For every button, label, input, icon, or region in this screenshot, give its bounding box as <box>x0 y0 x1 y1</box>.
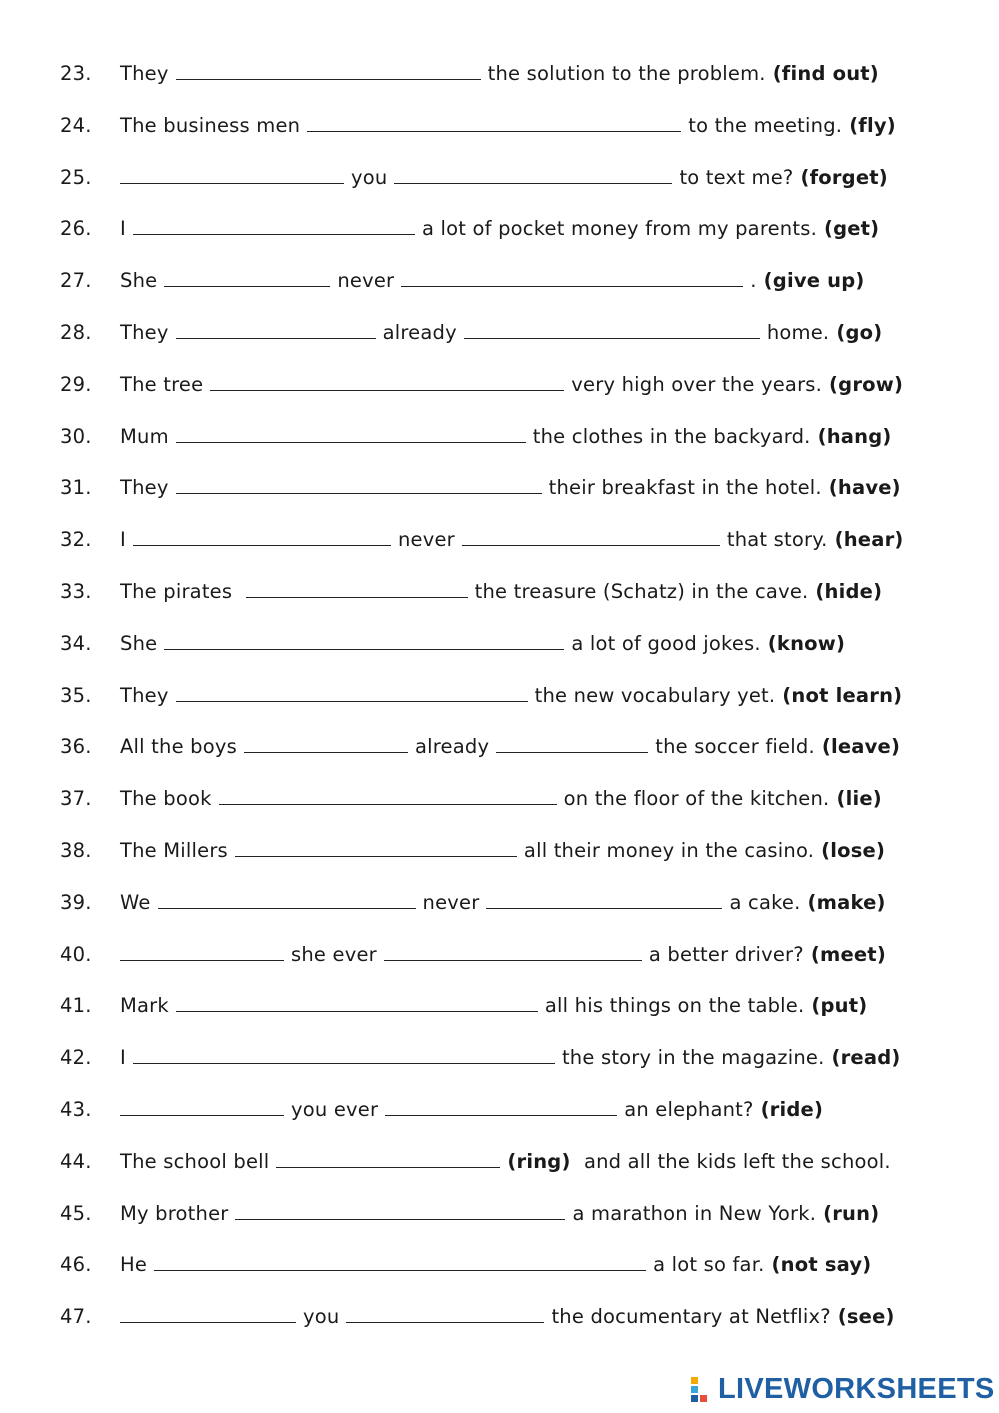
verb-hint: (run) <box>823 1201 880 1225</box>
verb-hint: (leave) <box>821 734 901 758</box>
exercise-item <box>60 1146 891 1176</box>
answer-blank[interactable] <box>235 1219 565 1220</box>
answer-blank[interactable] <box>394 183 672 184</box>
exercise-item <box>60 1042 900 1072</box>
answer-blank[interactable] <box>385 1115 617 1116</box>
verb-hint: (give up) <box>763 268 865 292</box>
item-number: 36. <box>60 734 92 758</box>
answer-blank[interactable] <box>176 701 528 702</box>
sentence-text: They <box>120 320 169 344</box>
sentence-text: the story in the magazine. <box>561 1045 825 1069</box>
exercise-item <box>60 887 886 917</box>
verb-hint: (ride) <box>760 1097 824 1121</box>
sentence-text: He <box>120 1252 148 1276</box>
exercise-item <box>60 990 867 1020</box>
verb-hint: (lie) <box>836 786 882 810</box>
sentence-text: They <box>120 475 169 499</box>
verb-hint: (find out) <box>772 61 879 85</box>
sentence-text: They <box>120 683 169 707</box>
item-number: 25. <box>60 165 92 189</box>
verb-hint: (make) <box>807 890 886 914</box>
answer-blank[interactable] <box>133 545 391 546</box>
item-sentence <box>120 576 882 606</box>
answer-blank[interactable] <box>154 1270 646 1271</box>
verb-hint: (read) <box>831 1045 901 1069</box>
exercise-item <box>60 1249 871 1279</box>
exercise-item <box>60 1301 895 1331</box>
item-sentence <box>120 110 896 140</box>
item-sentence <box>120 731 900 761</box>
sentence-text: never <box>422 890 480 914</box>
answer-blank[interactable] <box>176 79 481 80</box>
exercise-item <box>60 110 896 140</box>
sentence-text: very high over the years. <box>571 372 823 396</box>
answer-blank[interactable] <box>235 856 517 857</box>
sentence-text: the documentary at Netflix? <box>551 1304 831 1328</box>
answer-blank[interactable] <box>384 960 642 961</box>
exercise-item <box>60 369 903 399</box>
sentence-text: all their money in the casino. <box>523 838 815 862</box>
item-number: 29. <box>60 372 92 396</box>
sentence-text: the solution to the problem. <box>487 61 766 85</box>
item-sentence <box>120 213 879 243</box>
exercise-item <box>60 680 902 710</box>
item-sentence <box>120 1042 900 1072</box>
item-number: 30. <box>60 424 92 448</box>
item-sentence <box>120 472 901 502</box>
sentence-text: you <box>303 1304 340 1328</box>
item-number: 33. <box>60 579 92 603</box>
verb-hint: (grow) <box>829 372 904 396</box>
answer-blank[interactable] <box>164 649 564 650</box>
sentence-text: The pirates <box>120 579 239 603</box>
sentence-text: their breakfast in the hotel. <box>548 475 822 499</box>
answer-blank[interactable] <box>120 1115 284 1116</box>
brand-name: LIVEWORKSHEETS <box>718 1372 995 1405</box>
item-number: 39. <box>60 890 92 914</box>
sentence-text: She <box>120 631 158 655</box>
item-sentence <box>120 835 885 865</box>
answer-blank[interactable] <box>486 908 722 909</box>
sentence-text: The business men <box>120 113 301 137</box>
item-number: 44. <box>60 1149 92 1173</box>
exercise-item <box>60 783 882 813</box>
item-sentence <box>120 990 867 1020</box>
item-sentence <box>120 887 886 917</box>
exercise-item <box>60 835 885 865</box>
answer-blank[interactable] <box>307 131 681 132</box>
answer-blank[interactable] <box>210 390 564 391</box>
verb-hint: (forget) <box>800 165 888 189</box>
answer-blank[interactable] <box>120 1322 296 1323</box>
sentence-text: the soccer field. <box>655 734 815 758</box>
answer-blank[interactable] <box>246 597 468 598</box>
sentence-text: an elephant? <box>624 1097 754 1121</box>
answer-blank[interactable] <box>462 545 720 546</box>
item-sentence <box>120 265 865 295</box>
verb-hint: (get) <box>823 216 880 240</box>
exercise-item <box>60 576 882 606</box>
exercise-item <box>60 58 879 88</box>
verb-hint: (hear) <box>834 527 904 551</box>
sentence-text: a lot of pocket money from my parents. <box>421 216 817 240</box>
exercise-item <box>60 628 845 658</box>
item-number: 41. <box>60 993 92 1017</box>
item-sentence <box>120 421 891 451</box>
exercise-item <box>60 162 888 192</box>
answer-blank[interactable] <box>219 804 557 805</box>
verb-hint: (ring) <box>507 1149 571 1173</box>
item-number: 35. <box>60 683 92 707</box>
sentence-text: a lot so far. <box>653 1252 765 1276</box>
item-number: 34. <box>60 631 92 655</box>
exercise-item <box>60 1198 879 1228</box>
answer-blank[interactable] <box>176 493 542 494</box>
answer-blank[interactable] <box>346 1322 544 1323</box>
item-sentence <box>120 1146 891 1176</box>
exercise-item <box>60 317 882 347</box>
exercise-item <box>60 939 886 969</box>
sentence-text: to text me? <box>679 165 794 189</box>
answer-blank[interactable] <box>244 752 408 753</box>
sentence-text: never <box>397 527 455 551</box>
sentence-text: on the floor of the kitchen. <box>563 786 830 810</box>
answer-blank[interactable] <box>176 442 526 443</box>
answer-blank[interactable] <box>120 960 284 961</box>
sentence-text: The book <box>120 786 212 810</box>
sentence-text: never <box>337 268 395 292</box>
liveworksheets-logo-icon <box>690 1375 716 1403</box>
verb-hint: (fly) <box>849 113 896 137</box>
sentence-text: the treasure (Schatz) in the cave. <box>474 579 809 603</box>
sentence-text: The school bell <box>120 1149 270 1173</box>
sentence-text: to the meeting. <box>688 113 843 137</box>
exercise-item <box>60 731 900 761</box>
verb-hint: (have) <box>828 475 901 499</box>
answer-blank[interactable] <box>133 234 415 235</box>
sentence-text: Mum <box>120 424 169 448</box>
item-number: 42. <box>60 1045 92 1069</box>
answer-blank[interactable] <box>176 1011 538 1012</box>
sentence-text: all his things on the table. <box>544 993 805 1017</box>
item-sentence <box>120 317 882 347</box>
answer-blank[interactable] <box>164 286 330 287</box>
item-number: 46. <box>60 1252 92 1276</box>
exercise-item <box>60 213 879 243</box>
item-number: 26. <box>60 216 92 240</box>
item-sentence <box>120 628 845 658</box>
sentence-text: the clothes in the backyard. <box>532 424 811 448</box>
answer-blank[interactable] <box>276 1167 500 1168</box>
verb-hint: (lose) <box>821 838 886 862</box>
item-sentence <box>120 524 904 554</box>
item-sentence <box>120 1094 823 1124</box>
sentence-text: the new vocabulary yet. <box>534 683 776 707</box>
verb-hint: (hang) <box>817 424 892 448</box>
sentence-text: The tree <box>120 372 204 396</box>
item-number: 24. <box>60 113 92 137</box>
item-sentence <box>120 369 903 399</box>
item-sentence <box>120 1301 895 1331</box>
sentence-text: The Millers <box>120 838 228 862</box>
answer-blank[interactable] <box>120 183 344 184</box>
answer-blank[interactable] <box>158 908 416 909</box>
verb-hint: (hide) <box>815 579 883 603</box>
sentence-text: All the boys <box>120 734 237 758</box>
answer-blank[interactable] <box>176 338 376 339</box>
item-sentence <box>120 939 886 969</box>
answer-blank[interactable] <box>401 286 743 287</box>
sentence-text: she ever <box>291 942 377 966</box>
sentence-text: home. <box>766 320 830 344</box>
item-number: 40. <box>60 942 92 966</box>
exercise-item <box>60 472 901 502</box>
verb-hint: (see) <box>837 1304 895 1328</box>
item-sentence <box>120 783 882 813</box>
sentence-text: you <box>351 165 388 189</box>
item-number: 47. <box>60 1304 92 1328</box>
item-sentence <box>120 680 902 710</box>
item-number: 38. <box>60 838 92 862</box>
sentence-text: I <box>120 527 126 551</box>
answer-blank[interactable] <box>496 752 648 753</box>
sentence-text: I <box>120 1045 126 1069</box>
item-sentence <box>120 58 879 88</box>
sentence-text: I <box>120 216 126 240</box>
liveworksheets-brand <box>690 1372 995 1406</box>
sentence-text: you ever <box>291 1097 379 1121</box>
item-number: 31. <box>60 475 92 499</box>
sentence-text: She <box>120 268 158 292</box>
item-sentence <box>120 1198 879 1228</box>
exercise-item <box>60 524 904 554</box>
sentence-text: a marathon in New York. <box>572 1201 817 1225</box>
item-number: 28. <box>60 320 92 344</box>
sentence-text: a lot of good jokes. <box>571 631 761 655</box>
sentence-text: that story. <box>726 527 828 551</box>
item-sentence <box>120 1249 871 1279</box>
exercise-item <box>60 421 891 451</box>
item-number: 23. <box>60 61 92 85</box>
sentence-text: and all the kids left the school. <box>577 1149 891 1173</box>
verb-hint: (meet) <box>810 942 886 966</box>
sentence-text: They <box>120 61 169 85</box>
sentence-text: We <box>120 890 151 914</box>
exercise-item <box>60 1094 823 1124</box>
sentence-text: My brother <box>120 1201 229 1225</box>
sentence-text: . <box>750 268 757 292</box>
sentence-text: a better driver? <box>648 942 804 966</box>
exercise-item <box>60 265 865 295</box>
sentence-text: already <box>382 320 457 344</box>
verb-hint: (know) <box>767 631 846 655</box>
item-number: 32. <box>60 527 92 551</box>
verb-hint: (not learn) <box>782 683 903 707</box>
item-sentence <box>120 162 888 192</box>
verb-hint: (not say) <box>771 1252 872 1276</box>
item-number: 37. <box>60 786 92 810</box>
answer-blank[interactable] <box>464 338 760 339</box>
sentence-text: a cake. <box>729 890 801 914</box>
sentence-text: Mark <box>120 993 169 1017</box>
item-number: 45. <box>60 1201 92 1225</box>
item-number: 27. <box>60 268 92 292</box>
verb-hint: (put) <box>811 993 868 1017</box>
sentence-text: already <box>414 734 490 758</box>
verb-hint: (go) <box>836 320 883 344</box>
item-number: 43. <box>60 1097 92 1121</box>
answer-blank[interactable] <box>133 1063 555 1064</box>
